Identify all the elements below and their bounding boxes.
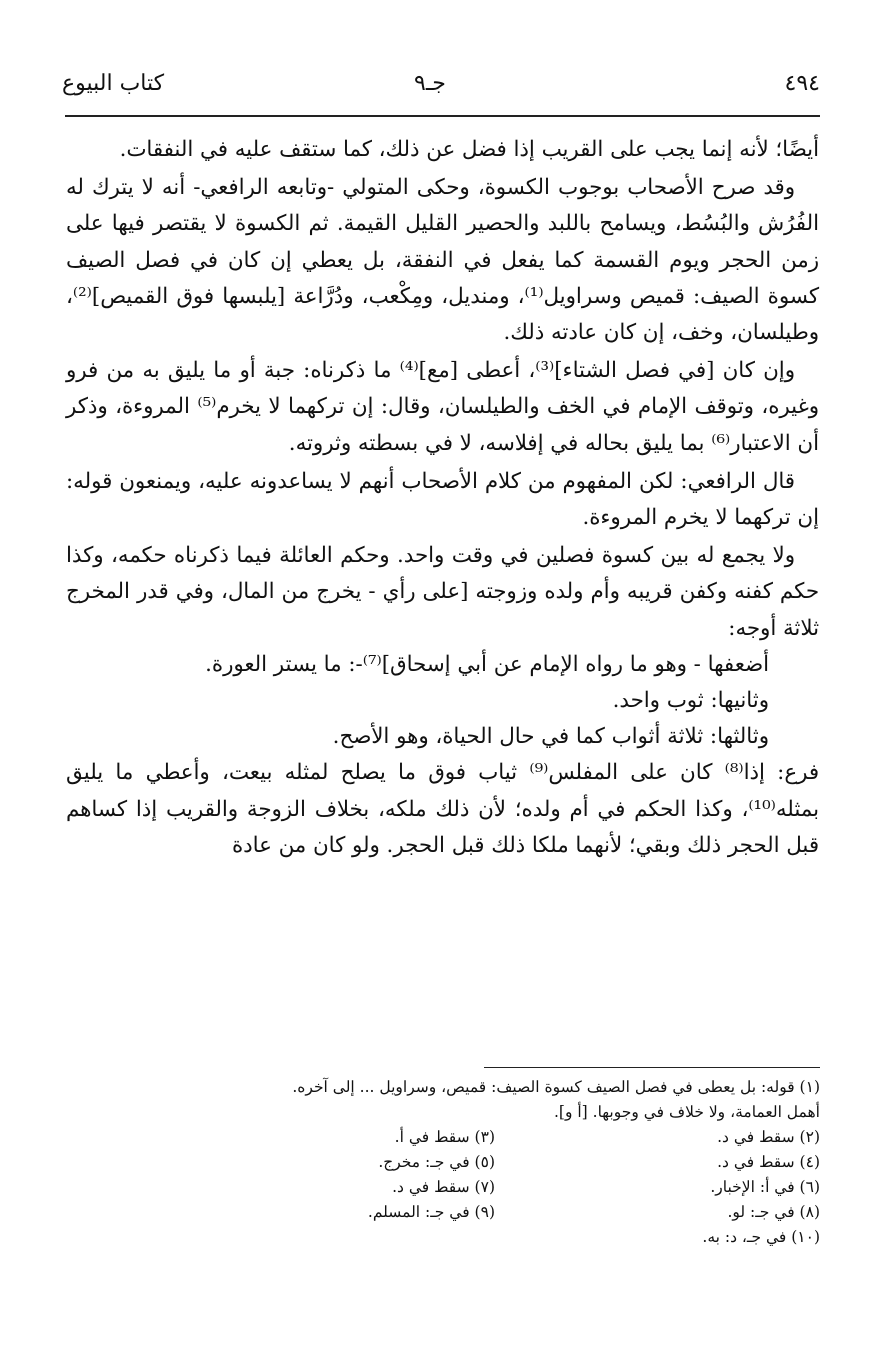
footnote-row — [170, 1125, 820, 1150]
footnote-10: (١٠) في جـ، د: به. — [702, 1228, 820, 1246]
page-header — [62, 68, 820, 108]
footnote-1: (١) قوله: بل يعطى في فصل الصيف كسوة الصيف: قميص، وسراويل ... إلى آخره. — [292, 1078, 820, 1096]
footnote-5: (٥) في جـ: مخرج. — [378, 1153, 495, 1171]
book-title: كتاب البيوع — [62, 71, 165, 96]
list-item: وثالثها: ثلاثة أثواب كما في حال الحياة، وهو الأصح. — [332, 724, 769, 750]
footnote-row — [170, 1150, 820, 1175]
footnote-2: (٢) سقط في د. — [717, 1128, 820, 1146]
list-item: وثانيها: ثوب واحد. — [612, 688, 769, 714]
volume-label: جـ٩ — [414, 71, 446, 96]
header-divider — [65, 115, 820, 117]
paragraph: ولا يجمع له بين كسوة فصلين في وقت واحد. وحكم العائلة فيما ذكرناه حكمه، وكذا حكم كفنه وكفن قريبه وأم ولده وزوجته [على رأي - يخرج من المال، وفي قدر المخرج ثلاثة أوجه: — [66, 543, 819, 641]
paragraph: وإن كان [في فصل الشتاء]⁽³⁾، أعطى [مع]⁽⁴⁾ ما ذكرناه: جبة أو ما يليق به من فرو وغيره، وتوقف الإمام في الخف والطيلسان، وقال: إن تركهما لا يخرم⁽⁵⁾ المروءة، وذكر أن الاعتبار⁽⁶⁾ بما يليق بحاله في إفلاسه، لا في بسطته وثروته. — [66, 358, 819, 456]
footnotes — [170, 1075, 820, 1250]
footnote-6: (٦) في أ: الإخبار. — [710, 1178, 820, 1196]
footnote-9: (٩) في جـ: المسلم. — [367, 1203, 495, 1221]
list-item: أضعفها - وهو ما رواه الإمام عن أبي إسحاق]⁽⁷⁾-: ما يستر العورة. — [205, 651, 769, 677]
page-number: ٤٩٤ — [784, 71, 820, 96]
footnote-1-continued: أهمل العمامة، ولا خلاف في وجوبها. [أ و]. — [553, 1103, 820, 1121]
footnote-3: (٣) سقط في أ. — [394, 1128, 495, 1146]
paragraph: أيضًا؛ لأنه إنما يجب على القريب إذا فضل عن ذلك، كما ستقف عليه في النفقات. — [119, 137, 819, 162]
footnote-7: (٧) سقط في د. — [392, 1178, 495, 1196]
footnote-4: (٤) سقط في د. — [717, 1153, 820, 1171]
footnote-8: (٨) في جـ: لو. — [727, 1203, 820, 1221]
paragraph: وقد صرح الأصحاب بوجوب الكسوة، وحكى المتولي -وتابعه الرافعي- أنه لا يترك له الفُرُش والبُسُط، ويسامح باللبد والحصير القليل القيمة. ثم الكسوة لا يقتصر فيها على زمن الحجر ويوم القسمة كما يفعل في النفقة، بل يعطي إن كان في فصل الصيف كسوة الصيف: قميص وسراويل⁽¹⁾، ومنديل، ومِكْعب، ودُرَّاعة [يلبسها فوق القميص]⁽²⁾، وطيلسان، وخف، إن كان عادته ذلك. — [66, 175, 819, 346]
footnote-row — [170, 1175, 820, 1200]
paragraph: قال الرافعي: لكن المفهوم من كلام الأصحاب أنهم لا يساعدونه عليه، ويمنعون قوله: إن تركهما لا يخرم المروءة. — [66, 468, 819, 531]
main-text — [66, 132, 819, 864]
footnote-divider — [484, 1067, 820, 1068]
paragraph-far: فرع: إذا⁽⁸⁾ كان على المفلس⁽⁹⁾ ثياب فوق ما يصلح لمثله بيعت، وأعطي ما يليق بمثله⁽¹⁰⁾، وكذا الحكم في أم ولده؛ لأن ذلك ملكه، بخلاف الزوجة والقريب إذا كساهم قبل الحجر ذلك وبقي؛ لأنهما ملكا ذلك قبل الحجر. ولو كان من عادة — [66, 760, 819, 858]
footnote-row — [170, 1200, 820, 1225]
